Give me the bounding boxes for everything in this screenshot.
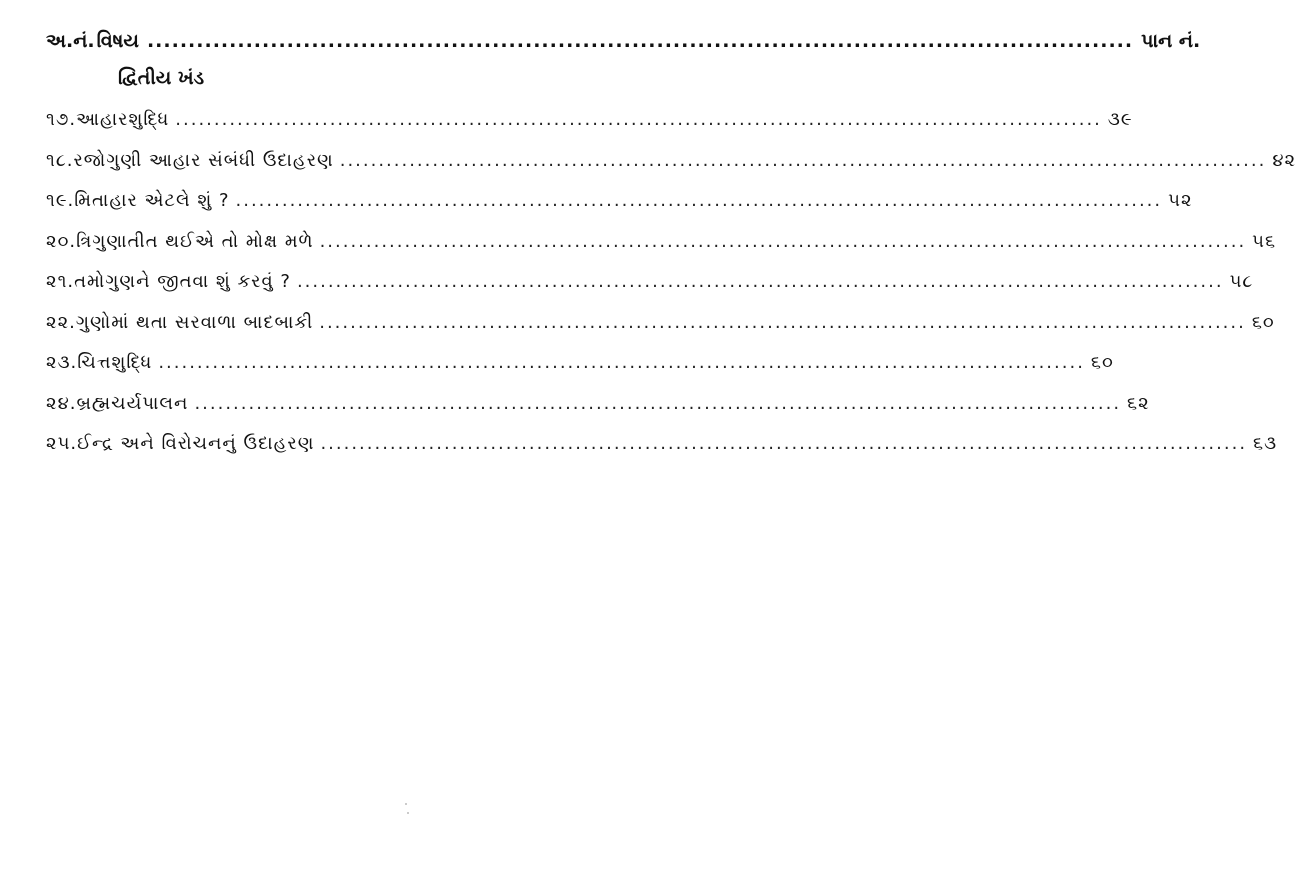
- dot-leader: ........................................................................................................................: [319, 311, 1246, 333]
- header-dot-leader: ........................................................................................................................: [146, 30, 1134, 52]
- entry-page-number: ૬૩: [1253, 433, 1278, 454]
- paper-speck: [405, 803, 407, 805]
- paper-speck: [407, 812, 409, 814]
- entry-title: બ્રહ્મચર્યપાલન: [76, 392, 189, 414]
- entry-title: ચિત્તશુદ્ધિ: [77, 352, 153, 373]
- toc-entry: [46, 230, 1277, 272]
- entry-number: ૨૫.: [46, 433, 78, 454]
- entry-title: ઈન્દ્ર અને વિરોચનનું ઉદાહરણ: [77, 433, 315, 454]
- entry-title: રજોગુણી આહાર સંબંધી ઉદાહરણ: [73, 149, 334, 171]
- toc-entry: [46, 433, 1278, 474]
- dot-leader: ........................................................................................................................: [175, 109, 1102, 130]
- toc-entry: [46, 311, 1275, 353]
- entry-page-number: ૫૬: [1252, 230, 1277, 252]
- toc-list: [46, 109, 1296, 474]
- entry-page-number: ૫૮: [1229, 271, 1254, 292]
- entry-page-number: ૬૦: [1251, 311, 1275, 333]
- entry-page-number: ૪૨: [1272, 149, 1296, 171]
- dot-leader: ........................................................................................................................: [158, 352, 1085, 373]
- section-title: દ્વિતીય ખંડ: [118, 67, 204, 89]
- entry-number: ૨૨.: [46, 311, 76, 333]
- dot-leader: ........................................................................................................................: [339, 149, 1267, 171]
- entry-number: ૧૯.: [46, 190, 75, 211]
- dot-leader: ........................................................................................................................: [319, 230, 1247, 252]
- toc-entry: [46, 392, 1150, 434]
- header-subject-label: વિષય: [96, 30, 139, 52]
- toc-entry: [46, 271, 1254, 312]
- toc-entry: [46, 352, 1114, 393]
- entry-title: તમોગુણને જીતવા શું કરવું ?: [74, 271, 291, 292]
- entry-title: ત્રિગુણાતીત થઈએ તો મોક્ષ મળે: [76, 230, 314, 252]
- dot-leader: ........................................................................................................................: [194, 392, 1122, 414]
- toc-header: [46, 30, 1201, 60]
- entry-page-number: ૬૦: [1090, 352, 1114, 373]
- dot-leader: ........................................................................................................................: [296, 271, 1224, 292]
- entry-number: ૨૦.: [46, 230, 77, 252]
- entry-title: મિતાહાર એટલે શું ?: [74, 190, 230, 211]
- dot-leader: ........................................................................................................................: [320, 433, 1248, 454]
- entry-page-number: ૬૨: [1127, 392, 1150, 414]
- header-page-label: પાન નં.: [1141, 30, 1201, 52]
- entry-page-number: ૩૯: [1107, 109, 1133, 130]
- toc-entry: [46, 190, 1193, 231]
- entry-title: ગુણોમાં થતા સરવાળા બાદબાકી: [75, 311, 314, 333]
- entry-number: ૨૩.: [46, 352, 78, 373]
- toc-entry: [46, 109, 1133, 150]
- entry-page-number: ૫૨: [1168, 190, 1193, 211]
- entry-title: આહારશુદ્ધિ: [76, 109, 170, 130]
- header-number-label: અ.નં.: [46, 30, 95, 52]
- entry-number: ૨૧.: [46, 271, 75, 292]
- entry-number: ૧૭.: [46, 109, 77, 130]
- entry-number: ૨૪.: [46, 392, 77, 414]
- toc-entry: [46, 149, 1296, 191]
- entry-number: ૧૮.: [46, 149, 74, 171]
- dot-leader: ........................................................................................................................: [235, 190, 1163, 211]
